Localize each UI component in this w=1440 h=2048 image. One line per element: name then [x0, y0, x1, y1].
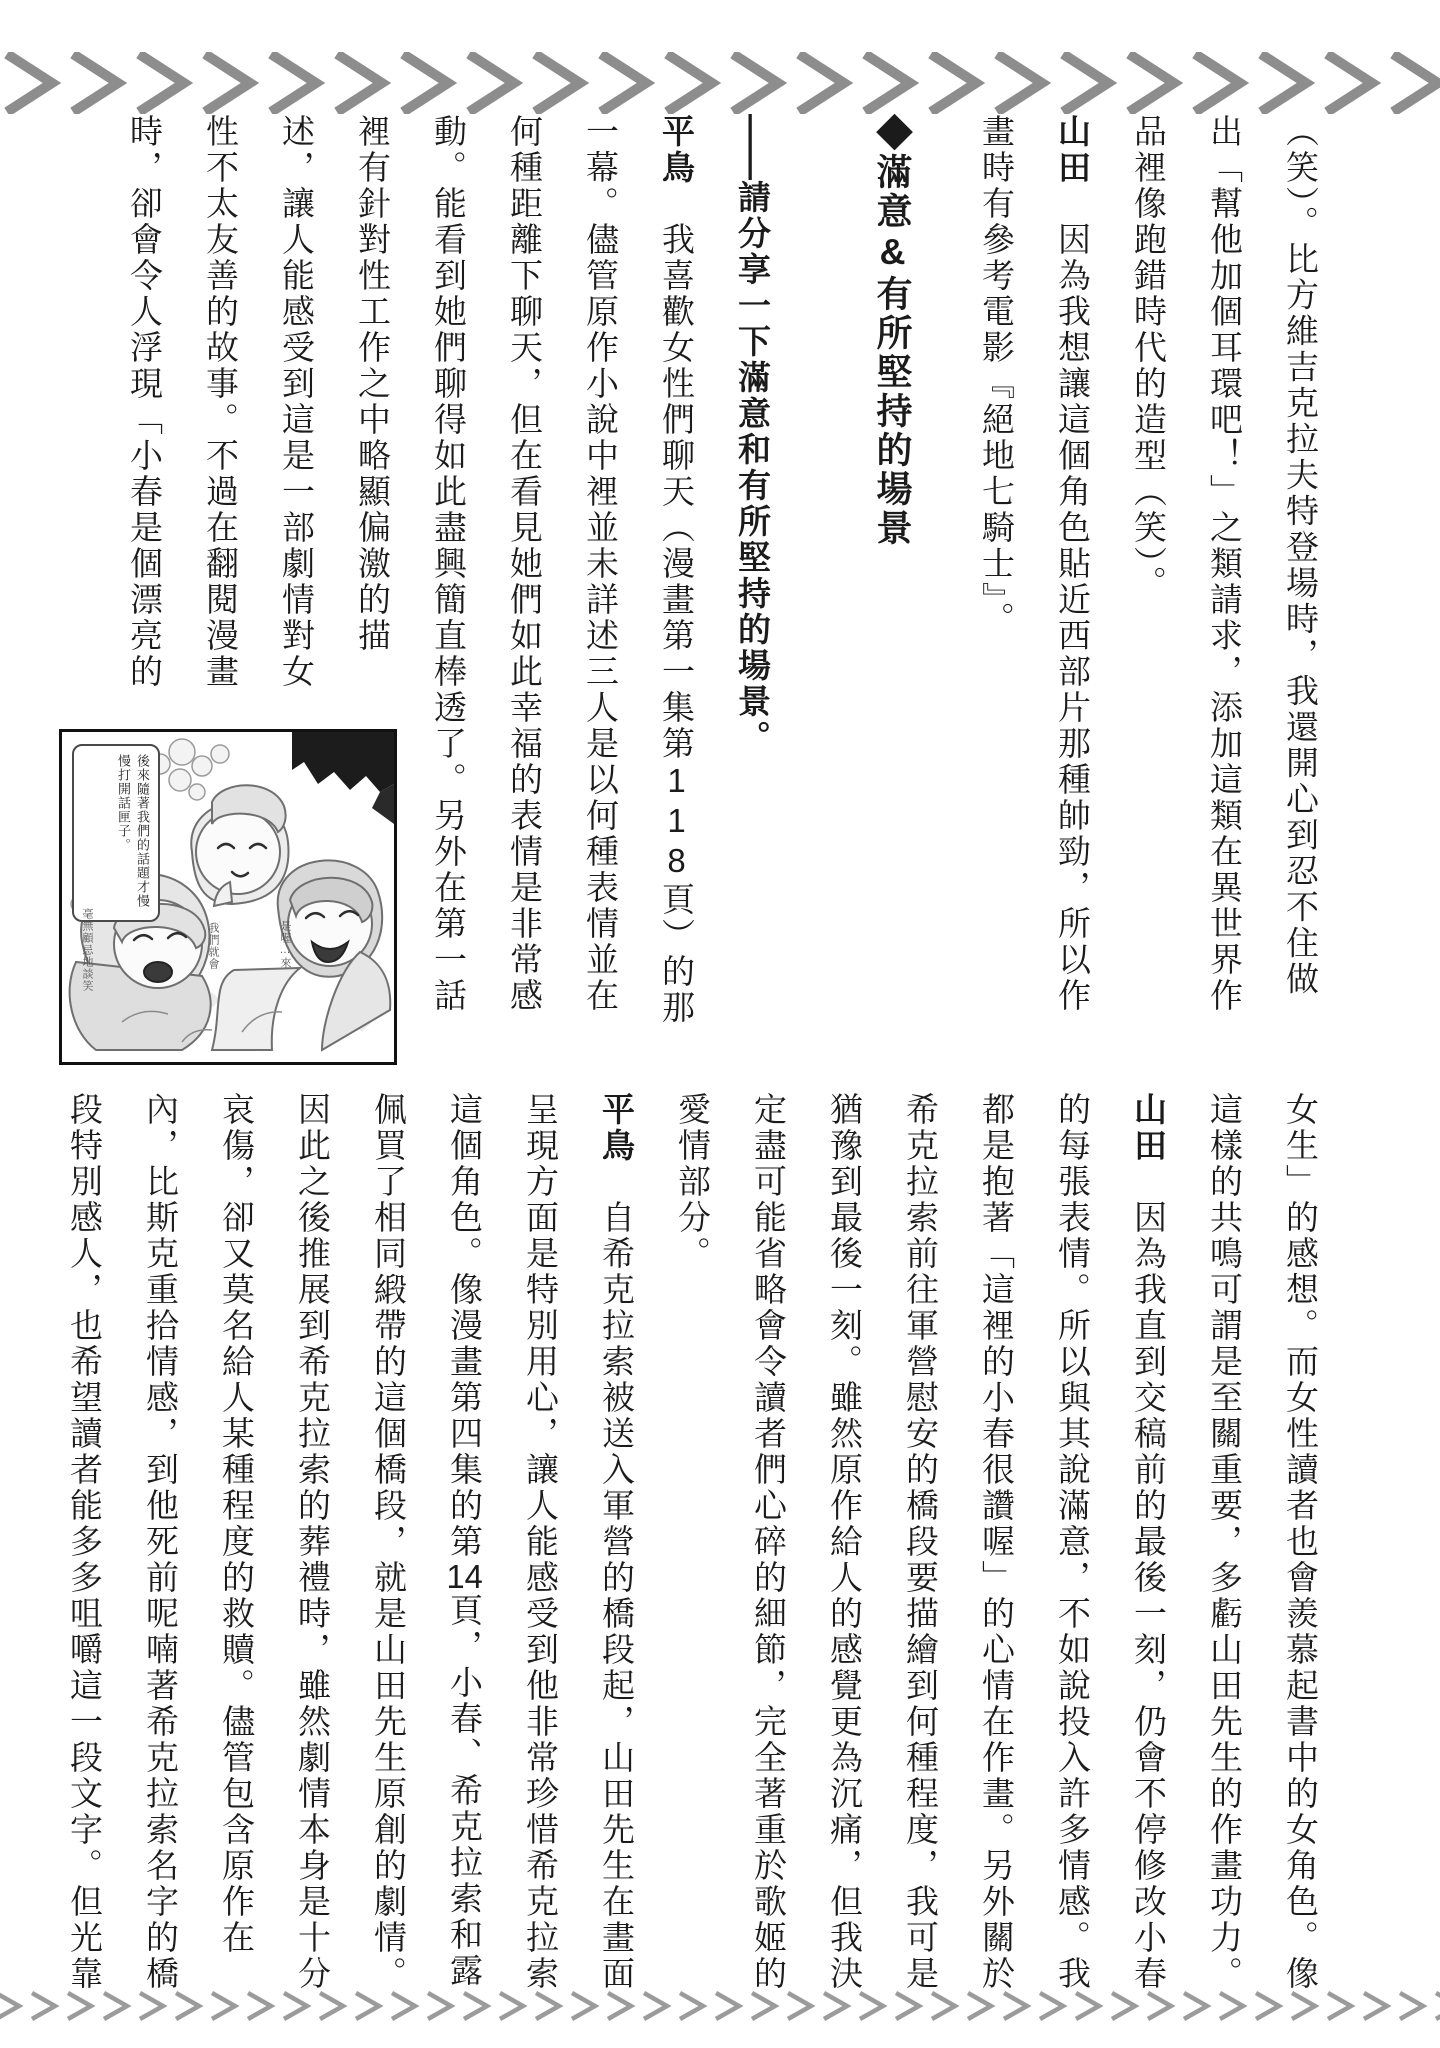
- column-text: 因為我想讓這個角色貼近西部片那種帥勁，所以作: [1054, 186, 1091, 1014]
- column-text: 我喜歡女性們聊天（漫畫第一集第118頁）的那: [658, 186, 695, 1026]
- text-column: [1202, 114, 1246, 1029]
- column-text: 希克拉索前往軍營慰安的橋段要描繪到何種程度，我可是: [902, 1092, 939, 1992]
- text-column: [426, 114, 470, 1029]
- text-column: [974, 114, 1018, 1029]
- column-text: 這個角色。像漫畫第四集的第14頁，小春、希克拉索和露: [446, 1092, 483, 1989]
- text-column: [518, 1092, 562, 2007]
- text-column: [442, 1092, 486, 2007]
- column-text: 內，比斯克重拾情感，到他死前呢喃著希克拉索名字的橋: [142, 1092, 179, 1992]
- column-text: 這樣的共鳴可謂是至關重要，多虧山田先生的作畫功力。: [1206, 1092, 1243, 1992]
- text-column: [1050, 114, 1094, 1029]
- text-column: [654, 114, 698, 1029]
- text-column: [214, 1092, 258, 2007]
- manga-panel: [59, 729, 397, 1065]
- column-text: 因為我直到交稿前的最後一刻，仍會不停修改小春: [1130, 1164, 1167, 1992]
- text-column: [898, 1092, 942, 2007]
- text-column: [1278, 114, 1322, 1029]
- text-column: [974, 1092, 1018, 2007]
- text-column: [822, 1092, 866, 2007]
- speech-bubble: [72, 744, 160, 922]
- column-text: 裡有針對性工作之中略顯偏激的描: [354, 114, 391, 654]
- panel-caption-middle: 我們就會: [207, 922, 219, 970]
- column-text: 猶豫到最後一刻。雖然原作給人的感覺更為沉痛，但我決: [826, 1092, 863, 1992]
- column-text: 自希克拉索被送入軍營的橋段起，山田先生在畫面: [598, 1164, 635, 1992]
- column-text: 性不太友善的故事。不過在翻閱漫畫: [202, 114, 239, 690]
- section-heading: [870, 114, 914, 1029]
- speaker-name: 平鳥: [598, 1092, 635, 1164]
- column-text: 呈現方面是特別用心，讓人能感受到他非常珍惜希克拉索: [522, 1092, 559, 1992]
- column-text: 哀傷，卻又莫名給人某種程度的救贖。儘管包含原作在: [218, 1092, 255, 1956]
- column-text: 愛情部分。: [674, 1092, 711, 1272]
- column-text: 畫時有參考電影『絕地七騎士』。: [978, 114, 1015, 638]
- speaker-name: 平鳥: [658, 114, 695, 186]
- text-column: [366, 1092, 410, 2007]
- top-chevron-border: [0, 52, 1440, 114]
- interviewer-question: [730, 114, 774, 1029]
- text-column: [1050, 1092, 1094, 2007]
- column-text: 女生」的感想。而女性讀者也會羨慕起書中的女角色。像: [1282, 1092, 1319, 1992]
- text-column: [746, 1092, 790, 2007]
- interview-text-bottom-block: [62, 1092, 1322, 2007]
- text-column: [1202, 1092, 1246, 2007]
- column-text: ——請分享一下滿意和有所堅持的場景。: [734, 114, 771, 756]
- column-text: 品裡像跑錯時代的造型（笑）。: [1130, 114, 1167, 602]
- column-text: 定盡可能省略會令讀者們心碎的細節，完全著重於歌姬的: [750, 1092, 787, 1992]
- column-text: 段特別感人，也希望讀者能多多咀嚼這一段文字。但光靠: [66, 1092, 103, 1992]
- panel-caption-left: 毫無顧忌地談笑: [81, 908, 93, 992]
- speaker-name: 山田: [1130, 1092, 1167, 1164]
- column-text: 一幕。儘管原作小說中裡並未詳述三人是以何種表情並在: [582, 114, 619, 1014]
- text-column: [578, 114, 622, 1029]
- text-column: [1126, 1092, 1170, 2007]
- column-text: 何種距離下聊天，但在看見她們如此幸福的表情是非常感: [506, 114, 543, 1014]
- column-text: （笑）。比方維吉克拉夫特登場時，我還開心到忍不住做: [1282, 114, 1319, 998]
- text-column: [62, 1092, 106, 2007]
- text-column: [594, 1092, 638, 2007]
- column-text: ◆滿意&有所堅持的場景: [872, 114, 913, 548]
- text-column: [670, 1092, 714, 2007]
- column-text: 因此之後推展到希克拉索的葬禮時，雖然劇情本身是十分: [294, 1092, 331, 1992]
- text-column: [290, 1092, 334, 2007]
- column-text: 都是抱著「這裡的小春很讚喔」的心情在作畫。另外關於: [978, 1092, 1015, 1992]
- text-column: [1278, 1092, 1322, 2007]
- text-column: [502, 114, 546, 1029]
- column-text: 的每張表情。所以與其說滿意，不如說投入許多情感。我: [1054, 1092, 1091, 1992]
- column-text: 動。能看到她們聊得如此盡興簡直棒透了。另外在第一話: [430, 114, 467, 1014]
- column-text: 佩買了相同緞帶的這個橋段，就是山田先生原創的劇情。: [370, 1092, 407, 1992]
- text-column: [138, 1092, 182, 2007]
- column-text: 述，讓人能感受到這是一部劇情對女: [278, 114, 315, 690]
- text-column: [1126, 114, 1170, 1029]
- speaker-name: 山田: [1054, 114, 1091, 186]
- panel-caption-right: 是喔…來: [279, 920, 291, 969]
- column-text: 時，卻會令人浮現「小春是個漂亮的: [126, 114, 163, 690]
- speech-bubble-text: 後來隨著我們的話題才慢慢打開話匣子。: [116, 754, 150, 908]
- column-text: 出「幫他加個耳環吧！」之類請求，添加這類在異世界作: [1206, 114, 1243, 1014]
